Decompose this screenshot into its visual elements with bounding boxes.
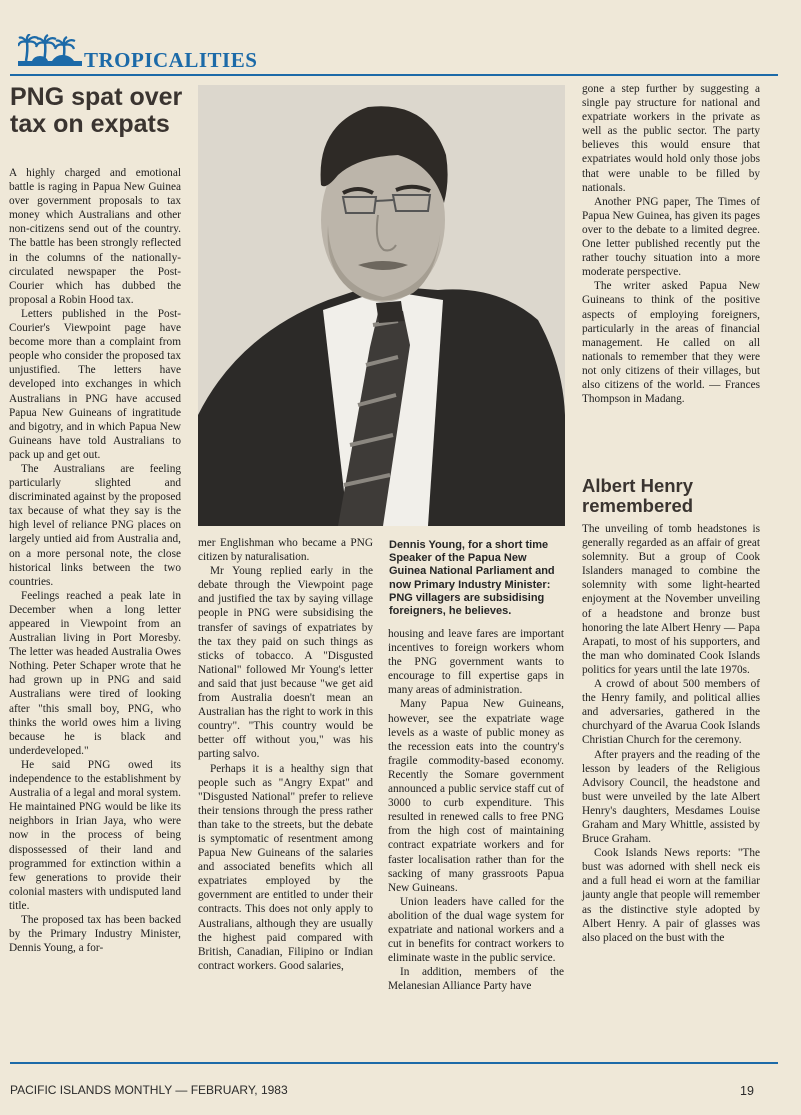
section-header	[18, 28, 778, 73]
paragraph: A crowd of about 500 members of the Henry family, and political allies and adversaries, gathered in the churchyard of the Avarua Cook Islands Christian Church for the ceremony.	[582, 678, 760, 747]
paragraph: Many Papua New Guineans, however, see the expatriate wage levels as a waste of public money as the recession eats into the country's fragile commodity-based economy. Recently the Somare government announced a public service staff cut of 3000 to curb expenditure. This resulted in renewed calls to free PNG from the high cost of maintaining contract expatriate workers and for faster localisation rather than for the sacking of many grassroots Papua New Guineans.	[388, 698, 564, 894]
top-rule	[10, 74, 778, 76]
paragraph: housing and leave fares are important incentives to foreign workers whom the PNG government wants to encourage to fill expertise gaps in many areas of administration.	[388, 628, 564, 697]
paragraph: He said PNG owed its independence to the establishment by Australia of a legal and moral system. He maintained PNG would be like its neighbors in Irian Jaya, who were now in the process of being dispossessed of their land and programmed for extinction within a few generations to provide their colonial masters with undisputed land title.	[9, 758, 181, 912]
paragraph: Cook Islands News reports: "The bust was adorned with shell neck eis and a full head ei worn at the familiar jaunty angle that people will remember as the distinctive style adopted by Albert Henry. A pair of glasses was also placed on the bust with the	[582, 847, 760, 944]
paragraph: Letters published in the Post-Courier's Viewpoint page have become more than a complaint from people who consider the proposed tax unjustified. The letters have developed into exchanges in which Australians in PNG have accused Papua New Guineans of ingratitude and bigotry, and in which Papua New Guineans have told Australians to pack up and get out.	[9, 307, 181, 461]
bottom-rule	[10, 1062, 778, 1064]
photo-caption: Dennis Young, for a short time Speaker of the Papua New Guinea National Parliament and now Primary Industry Minister: PNG villagers are subsidising foreigners, he believes.	[389, 539, 555, 618]
paragraph: The proposed tax has been backed by the Primary Industry Minister, Dennis Young, a for-	[9, 913, 181, 955]
paragraph: Perhaps it is a healthy sign that people such as "Angry Expat" and "Disgusted National" prefer to relieve their tensions through the press rather than take to the streets, but the debate is symptomatic of resentment among Papua New Guineans of the salaries and associated benefits which all expatriates employed by the government are entitled to under their contracts. This does not only apply to Australians, although they are usually the highest paid compared with British, Canadian, Filipino or Indian contract workers. Good salaries,	[198, 762, 373, 972]
paragraph: Union leaders have called for the abolition of the dual wage system for expatriate and national workers and a cut in benefits for contract workers to eliminate waste in the public service.	[388, 895, 564, 965]
paragraph: After prayers and the reading of the lesson by leaders of the Religious Advisory Council, the headstone and bust were unveiled by the late Albert Henry's daughters, Mesdames Louise Graham and Mary Whittle, assisted by Bruce Graham.	[582, 748, 760, 846]
second-article-headline: Albert Henry remembered	[582, 475, 694, 516]
second-article-column	[582, 522, 760, 945]
paragraph: Feelings reached a peak late in December when a long letter appeared in Viewpoint from an Australian living in Port Moresby. The letter was headed Australia Owes Nothing. Peter Schaper wrote that he had grown up in PNG and said Australians were tired of looking after "this small boy, PNG, who thinks the world owes him a living because he is black and underdeveloped."	[9, 589, 181, 757]
paragraph: mer Englishman who became a PNG citizen by naturalisation.	[198, 537, 373, 564]
paragraph: Another PNG paper, The Times of Papua New Guinea, has given its pages over to the debate to a limited degree. One letter published recently put the rather touchy situation into a more moderate perspective.	[582, 195, 760, 279]
article-headline: PNG spat over tax on expats	[10, 83, 183, 138]
publication-footer: PACIFIC ISLANDS MONTHLY — FEBRUARY, 1983	[10, 1083, 288, 1097]
section-title: TROPICALITIES	[84, 48, 258, 72]
paragraph: Mr Young replied early in the debate through the Viewpoint page and justified the tax by saying village people in PNG were subsidising the transfer of savings of expatriates by the tax they paid on such things as sticks of tobacco. A "Disgusted National" followed Mr Young's letter and said that just because "we get aid from Australia doesn't mean an Australian has the right to work in this country". "This country would be better off without you," was his parting salvo.	[198, 565, 373, 761]
article-column-4	[582, 82, 760, 406]
paragraph: The Australians are feeling particularly slighted and discriminated against by the proposed tax because of what they say is the high level of reliance PNG places on largely untied aid from Australia and, on a more personal note, the close historical links between the two countries.	[9, 462, 181, 588]
palm-tree-logo-icon	[18, 34, 82, 68]
portrait-photo	[198, 85, 565, 526]
portrait-illustration	[198, 85, 565, 526]
page-number: 19	[740, 1084, 754, 1098]
paragraph: A highly charged and emotional battle is raging in Papua New Guinea over government proposals to tax money which Australians and other non-citizens send out of the country. The battle has been strongly reflected in the columns of the nationally-circulated newspaper the Post-Courier which has dubbed the proposal a Robin Hood tax.	[9, 167, 181, 306]
paragraph: The unveiling of tomb headstones is generally regarded as an affair of great solemnity. But a group of Cook Islanders managed to combine the solemnity with some light-hearted enjoyment at the November unveiling of a headstone and bronze bust honoring the late Albert Henry — Papa Arapati, to most of his supporters, and the man who dominated Cook Islands politics for years until the late 1970s.	[582, 523, 760, 676]
article-column-3	[388, 627, 564, 993]
paragraph: The writer asked Papua New Guineans to think of the positive aspects of employing foreigners, particularly in the areas of financial management. He called on all nationals to remember that they were not only citizens of their villages, but also citizens of the world. — Frances Thompson in Madang.	[582, 280, 760, 406]
paragraph: In addition, members of the Melanesian Alliance Party have	[388, 966, 564, 993]
article-column-2	[198, 536, 373, 973]
paragraph: gone a step further by suggesting a single pay structure for national and expatriate workers in the private as well as the public sector. The party believes this would ensure that expatriates would hold only those jobs that were unable to be filled by nationals.	[582, 83, 760, 194]
article-column-1	[9, 166, 181, 955]
